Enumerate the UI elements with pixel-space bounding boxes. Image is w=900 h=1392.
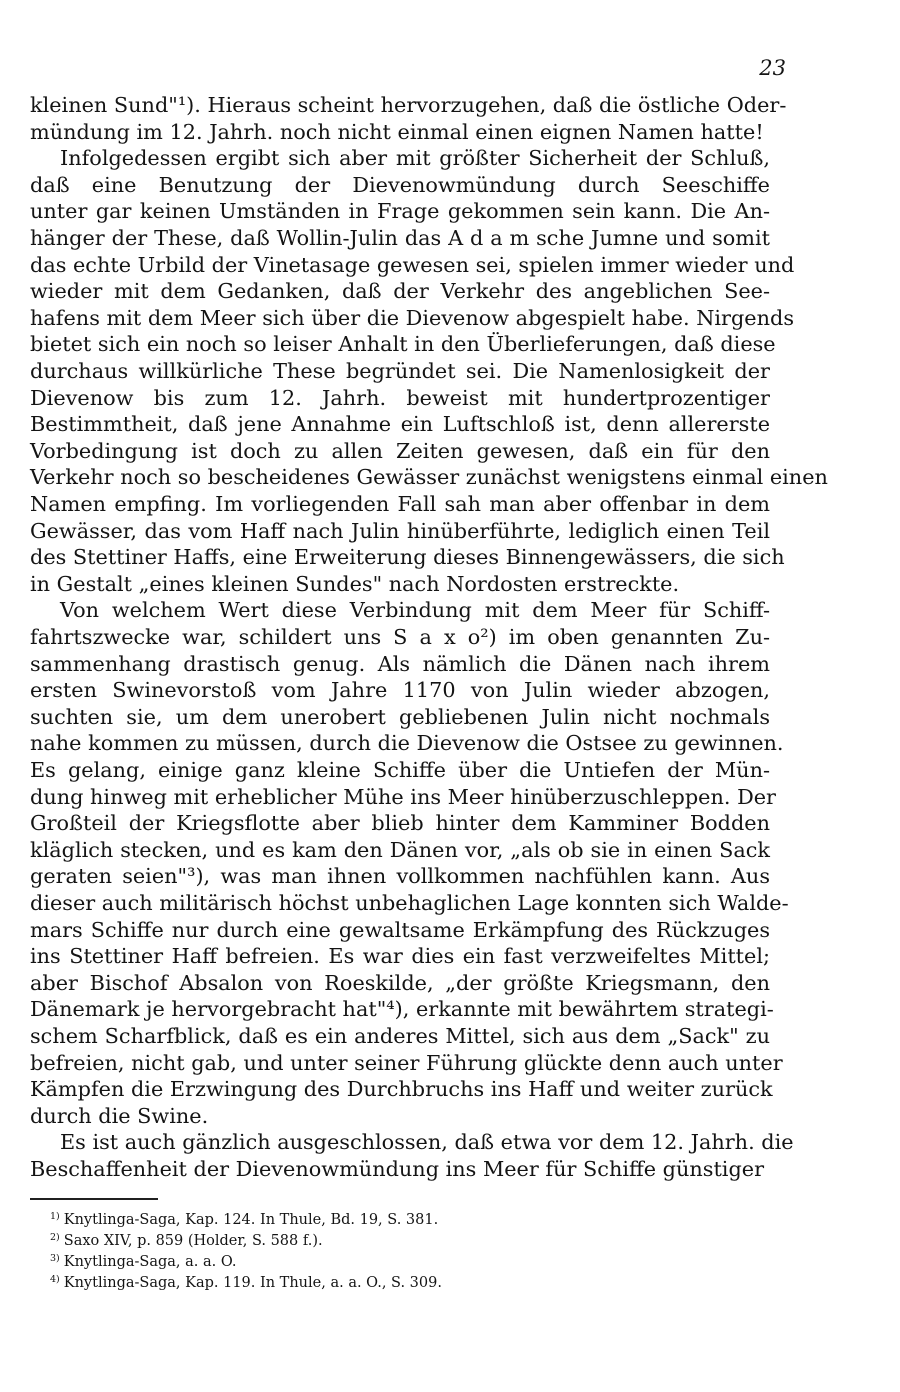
text-line: in Gestalt „eines kleinen Sundes" nach Nordosten erstreckte. [30, 571, 680, 596]
text-line: suchten sie, um dem unerobert gebliebenen Julin nicht nochmals [30, 704, 770, 729]
footnote-text: Knytlinga-Saga, a. a. O. [63, 1254, 237, 1270]
text-line: Namen empfing. Im vorliegenden Fall sah man aber offenbar in dem [30, 492, 770, 516]
text-line: ins Stettiner Haff befreien. Es war dies ein fast verzweifeltes Mittel; [30, 944, 770, 969]
text-line: unter gar keinen Umständen in Frage gekommen sein kann. Die An- [30, 199, 770, 224]
footnote-mark: 2) [50, 1232, 60, 1243]
footnote-mark: 1) [50, 1211, 60, 1222]
text-line: kleinen Sund"¹). Hieraus scheint hervorzugehen, daß die östliche Oder- [30, 93, 787, 117]
footnote-text: Saxo XIV, p. 859 (Holder, S. 588 f.). [63, 1233, 323, 1249]
text-line: hänger der These, daß Wollin-Julin das A d a m sche Jumne und somit [30, 226, 770, 250]
text-line: Bestimmtheit, daß jene Annahme ein Luftschloß ist, denn allererste [30, 412, 770, 437]
text-line: daß eine Benutzung der Dievenowmündung durch Seeschiffe [30, 172, 770, 197]
text-line: Dänemark je hervorgebracht hat"⁴), erkannte mit bewährtem strategi- [30, 997, 774, 1022]
text-line: wieder mit dem Gedanken, daß der Verkehr des angeblichen See- [30, 279, 770, 304]
footnote [50, 1210, 438, 1230]
footnote-mark: 3) [50, 1253, 60, 1264]
text-line: Verkehr noch so bescheidenes Gewässer zunächst wenigstens einmal einen [30, 465, 828, 490]
footnote-text: Knytlinga-Saga, Kap. 124. In Thule, Bd. 19, S. 381. [63, 1212, 439, 1228]
text-line: Von welchem Wert diese Verbindung mit dem Meer für Schiff- [60, 598, 770, 623]
text-line: Infolgedessen ergibt sich aber mit größter Sicherheit der Schluß, [60, 146, 770, 171]
text-line: geraten seien"³), was man ihnen vollkommen nachfühlen kann. Aus [30, 864, 770, 889]
text-line: mars Schiffe nur durch eine gewaltsame Erkämpfung des Rückzuges [30, 917, 770, 942]
text-line: das echte Urbild der Vinetasage gewesen sei, spielen immer wieder und [30, 252, 795, 277]
footnote-text: Knytlinga-Saga, Kap. 119. In Thule, a. a. O., S. 309. [63, 1275, 442, 1291]
text-line: aber Bischof Absalon von Roeskilde, „der größte Kriegsmann, den [30, 970, 770, 995]
text-line: Es gelang, einige ganz kleine Schiffe über die Untiefen der Mün- [30, 758, 770, 782]
footnote [50, 1273, 442, 1293]
text-line: Dievenow bis zum 12. Jahrh. beweist mit hundertprozentiger [30, 385, 770, 410]
text-line: durchaus willkürliche These begründet sei. Die Namenlosigkeit der [30, 359, 770, 383]
footnote [50, 1252, 237, 1272]
text-line: fahrtszwecke war, schildert uns S a x o²) im oben genannten Zu- [30, 625, 770, 649]
text-line: dieser auch militärisch höchst unbehaglichen Lage konnten sich Walde- [30, 891, 789, 915]
footnote-separator [30, 1198, 158, 1200]
text-line: befreien, nicht gab, und unter seiner Führung glückte denn auch unter [30, 1050, 783, 1075]
text-line: dung hinweg mit erheblicher Mühe ins Meer hinüberzuschleppen. Der [30, 784, 776, 809]
text-line: nahe kommen zu müssen, durch die Dievenow die Ostsee zu gewinnen. [30, 731, 784, 756]
text-line: mündung im 12. Jahrh. noch nicht einmal einen eignen Namen hatte! [30, 119, 764, 144]
footnote [50, 1231, 323, 1251]
text-line: des Stettiner Haffs, eine Erweiterung dieses Binnengewässers, die sich [30, 545, 785, 570]
text-line: durch die Swine. [30, 1103, 209, 1128]
text-line: sammenhang drastisch genug. Als nämlich die Dänen nach ihrem [30, 651, 770, 676]
text-line: bietet sich ein noch so leiser Anhalt in den Überlieferungen, daß diese [30, 332, 776, 357]
text-line: schem Scharfblick, daß es ein anderes Mittel, sich aus dem „Sack" zu [30, 1024, 770, 1048]
text-line: ersten Swinevorstoß vom Jahre 1170 von Julin wieder abzogen, [30, 678, 770, 703]
text-line: Vorbedingung ist doch zu allen Zeiten gewesen, daß ein für den [30, 438, 770, 463]
footnote-mark: 4) [50, 1274, 60, 1285]
text-line: kläglich stecken, und es kam den Dänen vor, „als ob sie in einen Sack [30, 837, 770, 862]
page-number: 23 [759, 56, 786, 80]
text-line: Es ist auch gänzlich ausgeschlossen, daß etwa vor dem 12. Jahrh. die [60, 1130, 794, 1155]
text-line: hafens mit dem Meer sich über die Dievenow abgespielt habe. Nirgends [30, 305, 794, 330]
text-line: Großteil der Kriegsflotte aber blieb hinter dem Kamminer Bodden [30, 811, 770, 836]
text-line: Kämpfen die Erzwingung des Durchbruchs ins Haff und weiter zurück [30, 1077, 773, 1102]
text-line: Beschaffenheit der Dievenowmündung ins Meer für Schiffe günstiger [30, 1157, 765, 1181]
text-line: Gewässer, das vom Haff nach Julin hinüberführte, lediglich einen Teil [30, 518, 770, 543]
